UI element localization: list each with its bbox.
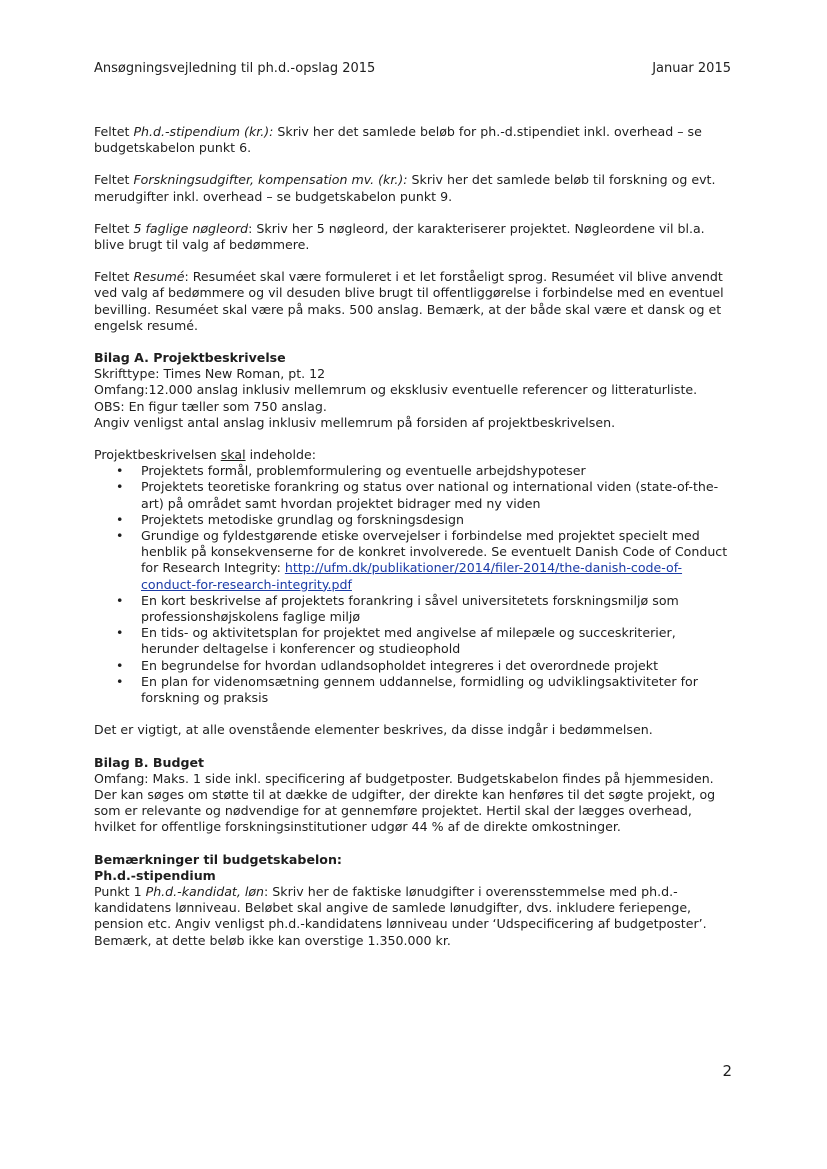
field-phd-stipend: Feltet Ph.d.-stipendium (kr.): Skriv her det samlede beløb for ph.-d.stipendiet inkl. overhead – se budgetskabelon punkt 6. [94, 124, 702, 156]
list-item: • En tids- og aktivitetsplan for projektet med angivelse af milepæle og succeskriterier, herunder deltagelse i konferencer og studieophold [94, 625, 736, 657]
list-item: • En begrundelse for hvordan udlandsopholdet integreres i det overordnede projekt [94, 658, 736, 674]
remarks-heading: Bemærkninger til budgetskabelon: [94, 851, 342, 867]
list-item: • Grundige og fyldestgørende etiske overvejelser i forbindelse med projektet specielt med henblik på konsekvenserne for de konkret involverede. Se eventuelt Danish Code of Conduct for Research Integrity: http://ufm.dk/publikationer/2014/filer-2014/the-danish-code-of-conduct-for-research-integrity.pdf [94, 528, 736, 593]
bilag-a-font: Skrifttype: Times New Roman, pt. 12 [94, 366, 326, 382]
page-content [94, 124, 736, 949]
requirements-list [94, 463, 736, 706]
bilag-a-figure-note: OBS: En figur tæller som 750 anslag. [94, 398, 327, 414]
list-item: • Projektets metodiske grundlag og forskningsdesign [94, 512, 736, 528]
bilag-a-scope: Omfang:12.000 anslag inklusiv mellemrum og eksklusiv eventuelle referencer og litteraturliste. [94, 382, 698, 398]
list-item: • En plan for videnomsætning gennem uddannelse, formidling og udviklingsaktiviteter for forskning og praksis [94, 674, 736, 706]
list-item: • Projektets teoretiske forankring og status over national og international viden (state-of-the-art) på området samt hvordan projektet bidrager med ny viden [94, 479, 736, 511]
bilag-b-heading: Bilag B. Budget [94, 754, 205, 770]
bilag-b-text: Omfang: Maks. 1 side inkl. specificering af budgetposter. Budgetskabelon findes på hjemmesiden. Der kan søges om støtte til at dække de udgifter, der direkte kan henføres til det søgte projekt, og som er relevante og nødvendige for at gennemføre projektet. Hertil skal der lægges overhead, hvilket for offentlige forskningsinstitutioner udgør 44 % af de direkte omkostninger. [94, 770, 716, 835]
field-keywords: Feltet 5 faglige nøgleord: Skriv her 5 nøgleord, der karakteriserer projektet. Nøgleordene vil bl.a. blive brugt til valg af bedømmere. [94, 220, 705, 253]
bilag-a-closing: Det er vigtigt, at alle ovenstående elementer beskrives, da disse indgår i bedømmelsen. [94, 722, 653, 738]
remarks-punkt-1: Punkt 1 Ph.d.-kandidat, løn: Skriv her de faktiske lønudgifter i overensstemmelse med ph.d.-kandidatens lønniveau. Beløbet skal angive de samlede lønudgifter, dvs. inkludere feriepenge, pension etc. Angiv venligst ph.d.-kandidatens lønniveau under ‘Udspecificering af budgetposter’. [94, 883, 707, 932]
bilag-a-heading: Bilag A. Projektbeskrivelse [94, 350, 286, 366]
remarks-subheading: Ph.d.-stipendium [94, 867, 216, 883]
remarks-note: Bemærk, at dette beløb ikke kan overstige 1.350.000 kr. [94, 932, 451, 948]
list-item: • En kort beskrivelse af projektets forankring i såvel universitetets forskningsmiljø som professionshøjskolens faglige miljø [94, 593, 736, 625]
research-integrity-link[interactable]: http://ufm.dk/publikationer/2014/filer-2014/the-danish-code-of-conduct-for-research-integrity.pdf [141, 560, 683, 592]
header-title: Ansøgningsvejledning til ph.d.-opslag 2015 [94, 61, 376, 76]
list-item: • Projektets formål, problemformulering og eventuelle arbejdshypoteser [94, 463, 736, 479]
bilag-a-count-note: Angiv venligst antal anslag inklusiv mellemrum på forsiden af projektbeskrivelsen. [94, 414, 616, 430]
header-date: Januar 2015 [652, 61, 731, 76]
bilag-a-intro: Projektbeskrivelsen skal indeholde: [94, 447, 316, 463]
field-resume: Feltet Resumé: Resuméet skal være formuleret i et let forståeligt sprog. Resuméet vil blive anvendt ved valg af bedømmere og vil desuden blive brugt til offentliggørelse i forbindelse med en eventuel bevilling. Resuméet skal være på maks. 500 anslag. Bemærk, at der både skal være et dansk og et engelsk resumé. [94, 269, 724, 333]
field-research-costs: Feltet Forskningsudgifter, kompensation mv. (kr.): Skriv her det samlede beløb til forskning og evt. merudgifter inkl. overhead – se budgetskabelon punkt 9. [94, 172, 716, 204]
page-number: 2 [722, 1062, 732, 1080]
